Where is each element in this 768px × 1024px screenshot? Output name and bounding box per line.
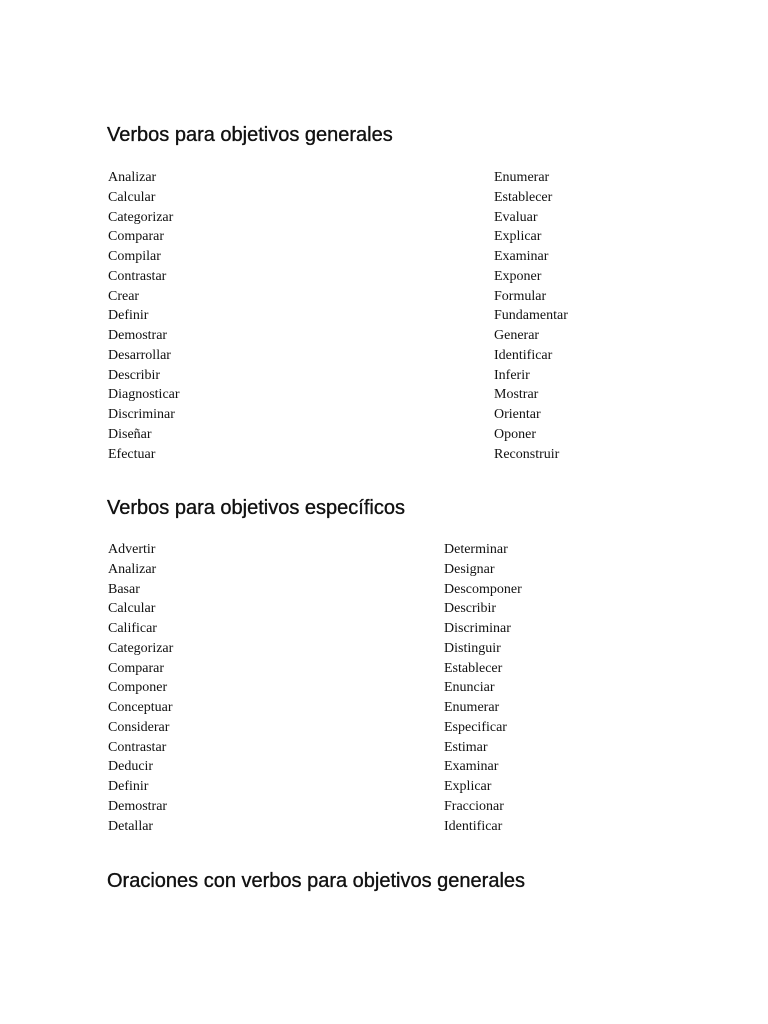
- list-item: Reconstruir: [494, 446, 560, 462]
- list-item: Identificar: [444, 818, 503, 834]
- list-item: Basar: [108, 581, 140, 597]
- list-item: Determinar: [444, 542, 508, 557]
- list-item: Desarrollar: [108, 347, 171, 363]
- list-item: Mostrar: [494, 387, 539, 403]
- section-heading-sentences-general: Oraciones con verbos para objetivos generales: [107, 870, 526, 892]
- general-verbs-right-column: [494, 168, 568, 464]
- list-item: Fraccionar: [444, 798, 504, 814]
- list-item: Fundamentar: [494, 308, 568, 324]
- list-item: Describir: [108, 367, 161, 383]
- list-item: Discriminar: [444, 621, 511, 636]
- list-item: Comparar: [108, 229, 164, 245]
- list-item: Distinguir: [444, 640, 501, 656]
- list-item: Exponer: [494, 268, 542, 284]
- list-item: Enunciar: [444, 680, 495, 696]
- list-item: Calificar: [108, 621, 157, 636]
- list-item: Analizar: [108, 170, 157, 185]
- list-item: Conceptuar: [108, 700, 173, 715]
- list-item: Generar: [494, 328, 540, 343]
- list-item: Identificar: [494, 347, 553, 363]
- list-item: Especificar: [444, 719, 507, 735]
- list-item: Examinar: [494, 249, 549, 264]
- list-item: Comparar: [108, 660, 164, 676]
- general-verbs-left-column: [108, 168, 180, 464]
- list-item: Evaluar: [494, 209, 538, 225]
- list-item: Definir: [108, 308, 149, 324]
- list-item: Explicar: [494, 229, 542, 245]
- list-item: Orientar: [494, 407, 541, 422]
- section-heading-general-verbs: Verbos para objetivos generales: [107, 124, 393, 146]
- list-item: Establecer: [444, 660, 503, 676]
- list-item: Diagnosticar: [108, 387, 180, 403]
- list-item: Demostrar: [108, 328, 168, 343]
- list-item: Considerar: [108, 719, 170, 735]
- list-item: Establecer: [494, 189, 553, 205]
- list-item: Categorizar: [108, 209, 174, 225]
- specific-verbs-right-column: [444, 540, 522, 836]
- list-item: Contrastar: [108, 268, 167, 284]
- list-item: Inferir: [494, 367, 530, 383]
- list-item: Categorizar: [108, 640, 174, 656]
- list-item: Estimar: [444, 739, 488, 755]
- list-item: Discriminar: [108, 407, 175, 422]
- specific-verbs-left-column: [108, 540, 173, 836]
- list-item: Analizar: [108, 561, 157, 577]
- list-item: Oponer: [494, 426, 536, 442]
- list-item: Diseñar: [108, 426, 152, 442]
- list-item: Calcular: [108, 189, 156, 205]
- list-item: Calcular: [108, 601, 156, 617]
- list-item: Compilar: [108, 249, 161, 264]
- list-item: Efectuar: [108, 446, 156, 462]
- list-item: Componer: [108, 680, 168, 696]
- list-item: Examinar: [444, 759, 499, 775]
- list-item: Advertir: [108, 542, 156, 557]
- list-item: Deducir: [108, 759, 154, 775]
- list-item: Enumerar: [494, 170, 550, 185]
- list-item: Describir: [444, 601, 497, 617]
- list-item: Contrastar: [108, 739, 167, 755]
- list-item: Detallar: [108, 818, 154, 834]
- list-item: Descomponer: [444, 581, 522, 597]
- list-item: Explicar: [444, 779, 492, 794]
- list-item: Definir: [108, 779, 149, 794]
- list-item: Crear: [108, 288, 140, 304]
- section-heading-specific-verbs: Verbos para objetivos específicos: [107, 497, 405, 519]
- list-item: Formular: [494, 288, 547, 304]
- list-item: Designar: [444, 561, 495, 577]
- list-item: Demostrar: [108, 798, 168, 814]
- list-item: Enumerar: [444, 700, 500, 715]
